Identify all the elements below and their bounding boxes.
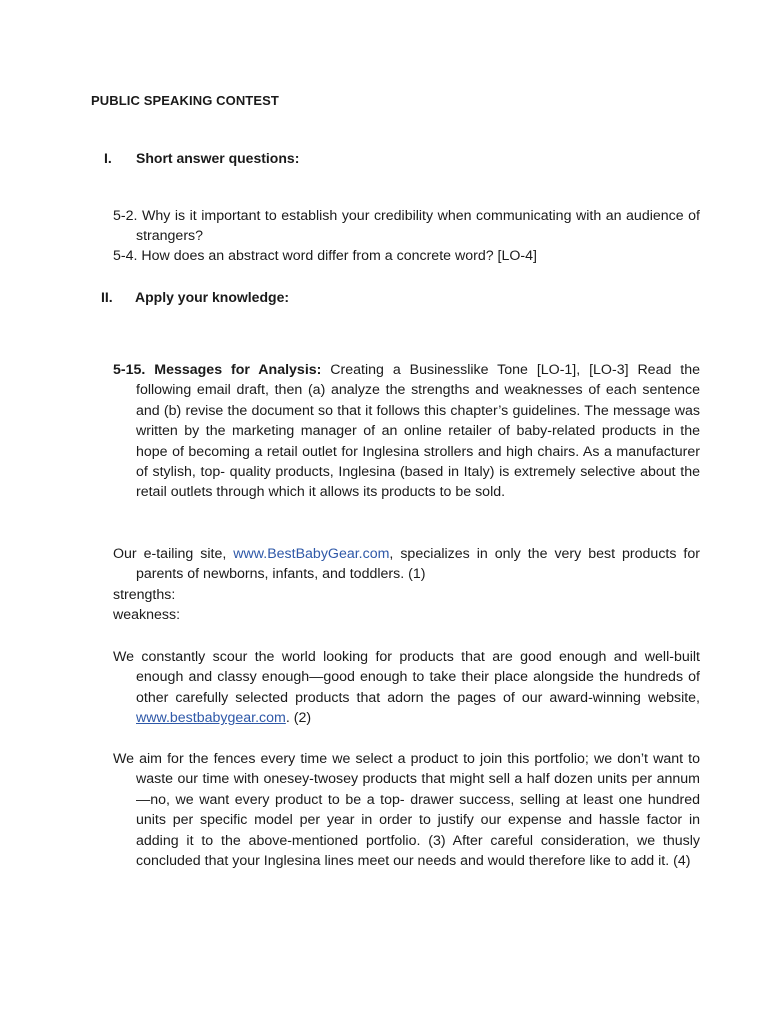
exercise-label: 5-15. Messages for Analysis: (113, 362, 322, 378)
exercise-text: Creating a Businesslike Tone [LO-1], [LO-3] Read the following email draft, then (a) analyze the strengths and weaknesses of each sentence and (b) revise the document so that it follows this chapter’s guidelines. The message was written by the marketing manager of an online retailer of baby-related products in the hope of becoming a retail outlet for Inglesina strollers and high chairs. As a manufacturer of stylish, top- quality products, Inglesina (based in Italy) is extremely selective about the retail outlets through which it allows its products to be sold. (136, 362, 700, 501)
section-2-heading (101, 289, 289, 305)
bestbabygear-website-link[interactable]: www.bestbabygear.com (136, 710, 286, 727)
question-5-2: 5-2. Why is it important to establish your credibility when communicating with an audience of strangers? (113, 208, 700, 245)
document-title: PUBLIC SPEAKING CONTEST (91, 93, 279, 108)
weakness-label: weakness: (113, 607, 181, 623)
strengths-label: strengths: (113, 587, 176, 603)
email-paragraph-3: We aim for the fences every time we select a product to join this portfolio; we don’t want to waste our time with onesey-twosey products that might sell a half dozen units per annum—no, we want every product to be a top- drawer success, selling at least one hundred units per specific model per year in order to justify our expense and hassle factor in adding it to the above-mentioned portfolio. (3) After careful consideration, we thusly concluded that your Inglesina lines meet our needs and would therefore like to add it. (4) (113, 751, 700, 870)
question-5-4: 5-4. How does an abstract word differ from a concrete word? [LO-4] (113, 248, 537, 264)
email-p1-after: , specializes in only the very best products for parents of newborns, infants, and toddlers. (1) (136, 546, 700, 583)
section-1-heading (104, 150, 299, 166)
email-p2-after: . (2) (285, 710, 312, 727)
section-2-number: II. (101, 289, 113, 305)
email-p2-before: We constantly scour the world looking for products that are good enough and well-built enough and classy enough—good enough to take their place alongside the hundreds of other carefully selected products that adorn the pages of our award-winning website, (113, 649, 700, 706)
email-paragraph-2 (113, 647, 700, 729)
section-1-title: Short answer questions: (136, 150, 300, 166)
bestbabygear-link[interactable]: www.BestBabyGear.com (233, 546, 390, 562)
exercise-5-15 (113, 360, 700, 503)
section-1-number: I. (104, 150, 112, 166)
email-p1-before: Our e-tailing site, (113, 546, 234, 562)
email-paragraph-1 (113, 544, 700, 585)
section-2-title: Apply your knowledge: (135, 289, 290, 305)
